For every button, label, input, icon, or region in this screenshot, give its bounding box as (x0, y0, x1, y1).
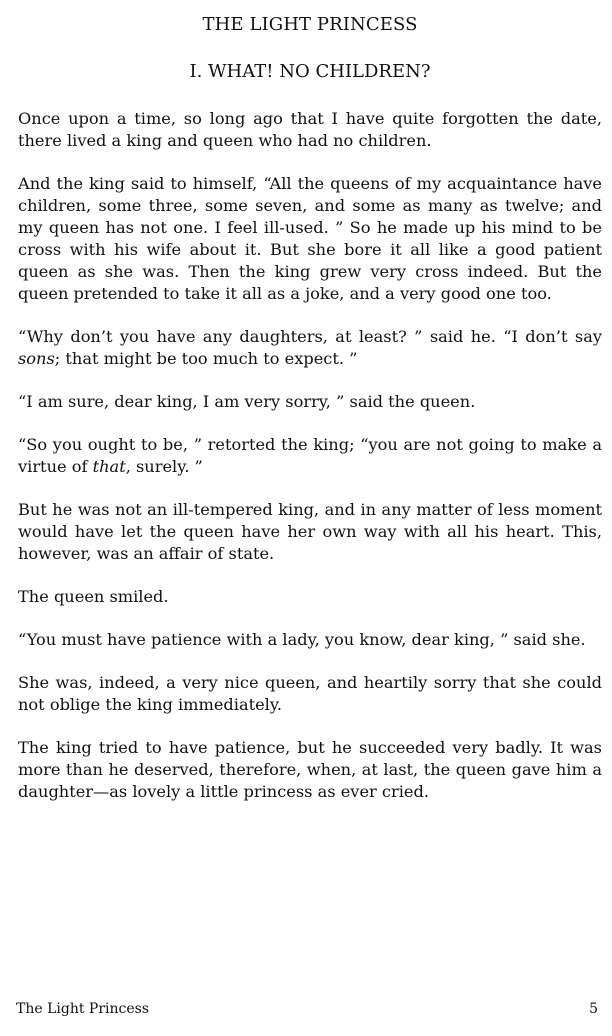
chapter-body (18, 108, 602, 824)
running-title: THE LIGHT PRINCESS (202, 14, 418, 35)
italic-word: sons (18, 349, 55, 368)
paragraph: And the king said to himself, “All the queens of my acquaintance have children, some three, some seven, and some as many as twelve; and my queen has not one. I feel ill-used. ” So he made up his mind to be cross with his wife about it. But she bore it all like a good patient queen as she was. Then the king grew very cross indeed. But the queen pretended to take it all as a joke, and a very good one too. (18, 174, 602, 303)
footer-page-number: 5 (589, 1001, 598, 1017)
paragraph-text: ; that might be too much to expect. ” (54, 349, 358, 368)
chapter-heading: I. WHAT! NO CHILDREN? (189, 61, 431, 82)
paragraph: Once upon a time, so long ago that I have quite forgotten the date, there lived a king and queen who had no children. (18, 109, 602, 150)
book-page (18, 14, 602, 1014)
paragraph-text: , surely. ” (125, 457, 203, 476)
paragraph (18, 326, 602, 370)
paragraph: The queen smiled. (18, 587, 169, 606)
paragraph (18, 434, 602, 478)
paragraph-text: “So you ought to be, ” retorted the king; “you are not going to make a virtue of (18, 435, 602, 476)
paragraph: “I am sure, dear king, I am very sorry, ” said the queen. (18, 392, 476, 411)
paragraph: But he was not an ill-tempered king, and in any matter of less moment would have let the queen have her own way with all his heart. This, however, was an affair of state. (18, 500, 602, 563)
paragraph-text: “Why don’t you have any daughters, at least? ” said he. “I don’t say (18, 327, 602, 346)
paragraph: She was, indeed, a very nice queen, and heartily sorry that she could not oblige the king immediately. (18, 673, 602, 714)
italic-word: that (92, 457, 126, 476)
footer-book-title: The Light Princess (16, 1001, 150, 1017)
paragraph: The king tried to have patience, but he succeeded very badly. It was more than he deserved, therefore, when, at last, the queen gave him a daughter—as lovely a little princess as ever cried. (18, 738, 602, 801)
paragraph: “You must have patience with a lady, you know, dear king, ” said she. (18, 630, 586, 649)
